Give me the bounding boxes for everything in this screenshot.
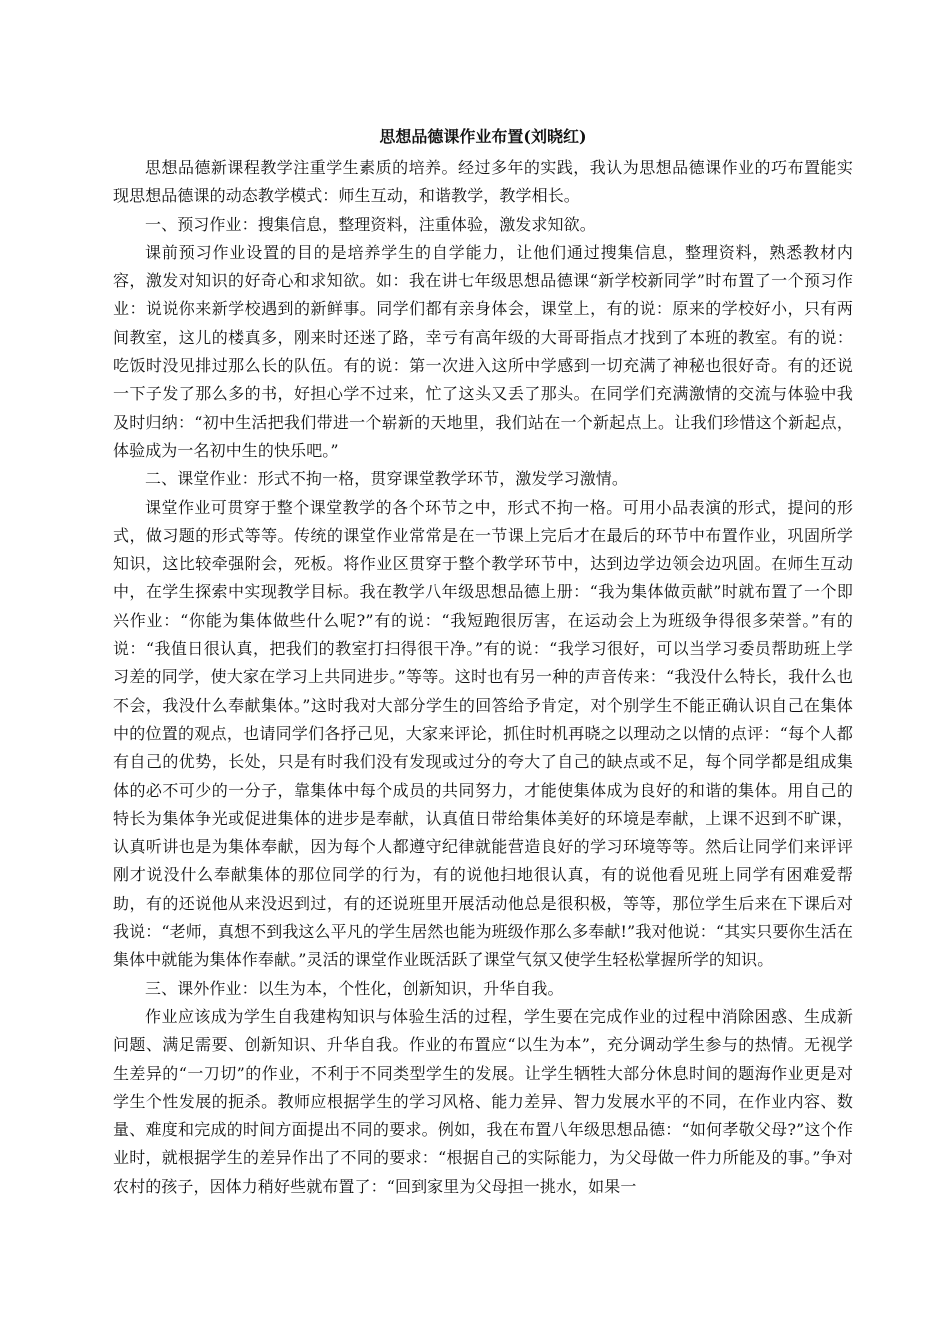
section-heading-preview-homework: 一、预习作业：搜集信息，整理资料，注重体验，激发求知欲。 bbox=[145, 214, 596, 234]
extracurricular-homework-paragraph: 作业应该成为学生自我建构知识与体验生活的过程，学生要在完成作业的过程中消除困惑、生成新问题、满足需要、创新知识、升华自我。作业的布置应“以生为本”，充分调动学生参与的热情。无视学生差异的“一刀切”的作业，不利于不同类型学生的发展。让学生牺牲大部分休息时间的题海作业更是对学生个性发展的扼杀。教师应根据学生的学习风格、能力差异、智力发展水平的不同，在作业内容、数量、难度和完成的时间方面提出不同的要求。例如，我在布置八年级思想品德：“如何孝敬父母?”这个作业时，就根据学生的差异作出了不同的要求：“根据自己的实际能力，为父母做一件力所能及的事。”争对农村的孩子，因体力稍好些就布置了：“回到家里为父母担一挑水，如果一 bbox=[113, 1006, 853, 1196]
section-heading-extracurricular-homework: 三、课外作业：以生为本，个性化，创新知识，升华自我。 bbox=[145, 978, 564, 998]
preview-homework-paragraph: 课前预习作业设置的目的是培养学生的自学能力，让他们通过搜集信息，整理资料，熟悉教材内容，激发对知识的好奇心和求知欲。如：我在讲七年级思想品德课“新学校新同学”时布置了一个预习作业：说说你来新学校遇到的新鲜事。同学们都有亲身体会，课堂上，有的说：原来的学校好小，只有两间教室，这儿的楼真多，刚来时还迷了路，幸亏有高年级的大哥哥指点才找到了本班的教室。有的说：吃饭时没见排过那么长的队伍。有的说：第一次进入这所中学感到一切充满了神秘也很好奇。有的还说一下子发了那么多的书，好担心学不过来，忙了这头又丢了那头。在同学们充满激情的交流与体验中我及时归纳：“初中生活把我们带进一个崭新的天地里，我们站在一个新起点上。让我们珍惜这个新起点，体验成为一名初中生的快乐吧。” bbox=[113, 242, 853, 460]
document-page bbox=[113, 120, 853, 1201]
intro-paragraph: 思想品德新课程教学注重学生素质的培养。经过多年的实践，我认为思想品德课作业的巧布置能实现思想品德课的动态教学模式：师生互动，和谐教学，教学相长。 bbox=[113, 158, 853, 206]
document-title: 思想品德课作业布置(刘晓红) bbox=[379, 127, 587, 146]
classroom-homework-paragraph: 课堂作业可贯穿于整个课堂教学的各个环节之中，形式不拘一格。可用小品表演的形式，提问的形式，做习题的形式等等。传统的课堂作业常常是在一节课上完后才在最后的环节中布置作业，巩固所学知识，这比较牵强附会，死板。将作业区贯穿于整个教学环节中，达到边学边领会边巩固。在师生互动中，在学生探索中实现教学目标。我在教学八年级思想品德上册：“我为集体做贡献”时就布置了一个即兴作业：“你能为集体做些什么呢?”有的说：“我短跑很厉害，在运动会上为班级争得很多荣誉。”有的说：“我值日很认真，把我们的教室打扫得很干净。”有的说：“我学习很好，可以当学习委员帮助班上学习差的同学，使大家在学习上共同进步。”等等。这时也有另一种的声音传来：“我没什么特长，我什么也不会，我没什么奉献集体。”这时我对大部分学生的回答给予肯定，对个别学生不能正确认识自己在集体中的位置的观点，也请同学们各抒己见，大家来评论，抓住时机再晓之以理动之以情的点评：“每个人都有自己的优势，长处，只是有时我们没有发现或过分的夸大了自己的缺点或不足，每个同学都是组成集体的必不可少的一分子，靠集体中每个成员的共同努力，才能使集体成为良好的和谐的集体。用自己的特长为集体争光或促进集体的进步是奉献，认真值日带给集体美好的环境是奉献，上课不迟到不旷课，认真听讲也是为集体奉献，因为每个人都遵守纪律就能营造良好的学习环境等等。然后让同学们来评评刚才说没什么奉献集体的那位同学的行为，有的说他扫地很认真，有的说他看见班上同学有困难爱帮助，有的还说他从来没迟到过，有的还说班里开展活动他总是很积极，等等，那位学生后来在下课后对我说：“老师，真想不到我这么平凡的学生居然也能为班级作那么多奉献!”我对他说：“其实只要你生活在集体中就能为集体作奉献。”灵活的课堂作业既活跃了课堂气氛又使学生轻松掌握所学的知识。 bbox=[113, 497, 853, 970]
section-heading-classroom-homework: 二、课堂作业：形式不拘一格，贯穿课堂教学环节，激发学习激情。 bbox=[145, 469, 629, 489]
